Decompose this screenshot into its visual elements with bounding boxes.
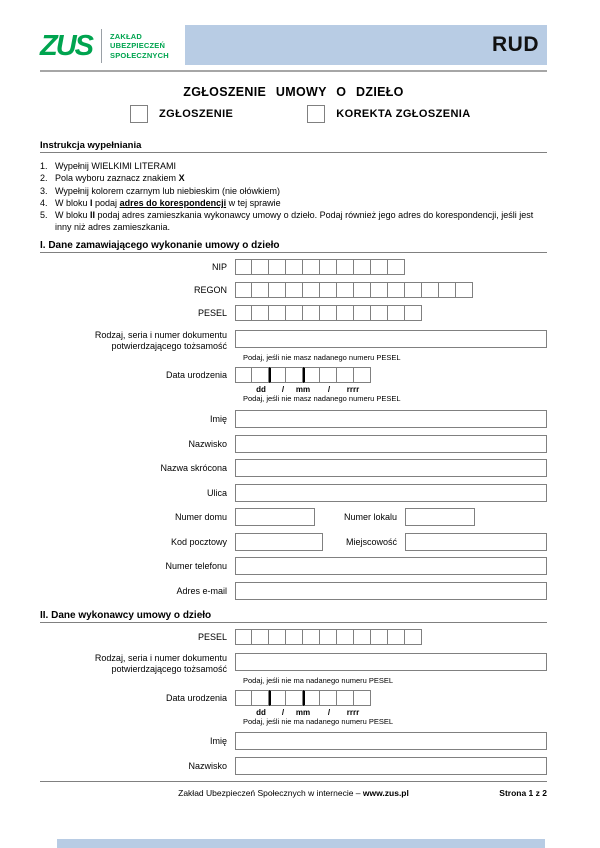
korekta-label: KOREKTA ZGŁOSZENIA [336,108,471,120]
birthdate2-row [40,690,547,706]
yyyy-hint: rrrr [346,385,360,394]
org-line-2: UBEZPIECZEŃ [110,41,166,51]
instruction-text: W bloku I podaj adres do korespondencji w tej sprawie [55,197,281,208]
char-cell[interactable] [320,367,337,383]
shortname-input[interactable] [235,459,547,477]
pesel2-row [40,629,547,645]
firstname-label: Imię [209,413,227,424]
document2-note: Podaj, jeśli nie ma nadanego numeru PESEL [243,676,394,685]
regon-label: REGON [193,284,227,295]
document-row [40,330,547,351]
char-cell[interactable] [354,367,371,383]
char-cell[interactable] [252,259,269,275]
char-cell[interactable] [286,259,303,275]
mm-hint: mm [295,708,311,717]
instruction-number: 5. [40,210,48,221]
page-header [40,22,547,68]
document2-label [40,653,235,674]
zgloszenie-label: ZGŁOSZENIE [159,108,234,120]
char-cell[interactable] [252,282,269,298]
shortname-label: Nazwa skrócona [160,462,227,473]
birthdate-row [40,367,547,383]
document2-label-line2: potwierdzającego tożsamość [111,663,227,674]
char-cell[interactable] [269,305,286,321]
char-cell[interactable] [320,629,337,645]
korekta-checkbox[interactable] [307,105,325,123]
char-cell[interactable] [303,305,320,321]
char-cell[interactable] [337,259,354,275]
flat-no-label: Numer lokalu [343,512,397,522]
yyyy-hint: rrrr [346,708,360,717]
char-cell[interactable] [388,259,405,275]
char-cell[interactable] [235,259,252,275]
char-cell[interactable] [303,629,320,645]
regon-row [40,282,547,298]
instruction-text: Pola wyboru zaznacz znakiem X [55,173,185,184]
char-cell[interactable] [286,305,303,321]
mm-hint: mm [295,385,311,394]
lastname-row [40,435,547,453]
char-cell[interactable] [337,629,354,645]
firstname2-input[interactable] [235,732,547,750]
street-label: Ulica [206,487,227,498]
birthdate-label: Data urodzenia [165,369,227,380]
char-cell[interactable] [320,305,337,321]
char-cell[interactable] [439,282,456,298]
dd-hint: dd [256,385,266,394]
firstname-row [40,410,547,428]
char-cell[interactable] [303,367,320,383]
postal-city-row [40,533,547,551]
instruction-text: Wypełnij kolorem czarnym lub niebieskim (nie ołówkiem) [55,185,280,196]
char-cell[interactable] [320,282,337,298]
char-cell[interactable] [269,629,286,645]
char-cell[interactable] [235,305,252,321]
korekta-option [307,105,470,123]
document2-input[interactable] [235,653,547,671]
instruction-item [40,209,547,234]
section2-rows [40,629,547,775]
zgloszenie-checkbox[interactable] [130,105,148,123]
form-code: RUD [492,33,539,56]
char-cell[interactable] [269,259,286,275]
char-cell[interactable] [252,629,269,645]
char-cell[interactable] [354,259,371,275]
logo-divider [101,29,102,63]
footer-url: www.zus.pl [362,788,409,798]
char-cell[interactable] [354,305,371,321]
char-cell[interactable] [371,259,388,275]
org-line-3: SPOŁECZNYCH [110,50,169,60]
city-input[interactable] [405,533,547,551]
char-cell[interactable] [269,282,286,298]
form-title: ZGŁOSZENIE UMOWY O DZIEŁO [183,85,404,99]
section1-rows [40,259,547,600]
char-cell[interactable] [235,690,252,706]
lastname2-input[interactable] [235,757,547,775]
section2-rule [40,622,547,623]
house-flat-row [40,508,547,526]
bottom-blue-bar [57,839,545,848]
char-cell[interactable] [388,282,405,298]
dd-hint: dd [256,708,266,717]
header-blue-bar [185,25,547,65]
org-name [110,32,169,61]
email-label: Adres e-mail [176,585,227,596]
date-format-hint [243,385,393,394]
document-label [40,330,235,351]
birthdate-input[interactable] [235,367,371,383]
flat-no-input[interactable] [405,508,475,526]
nip-input[interactable] [235,259,405,275]
char-cell[interactable] [337,690,354,706]
footer-rule [40,781,547,782]
instruction-item [40,160,547,172]
email-row [40,582,547,600]
char-cell[interactable] [303,282,320,298]
instructions-rule [40,152,547,153]
char-cell[interactable] [456,282,473,298]
char-cell[interactable] [235,282,252,298]
pesel-label: PESEL [197,307,227,318]
slash-hint: / [281,385,285,394]
nip-row [40,259,547,275]
zus-logo-icon: ZUS [40,30,92,62]
char-cell[interactable] [286,690,303,706]
char-cell[interactable] [235,367,252,383]
char-cell[interactable] [388,629,405,645]
footer-org-text: Zakład Ubezpieczeń Społecznych w internecie – [178,788,363,798]
pesel-row [40,305,547,321]
document-label-line2: potwierdzającego tożsamość [111,340,227,351]
instruction-number: 2. [40,173,48,184]
char-cell[interactable] [422,282,439,298]
char-cell[interactable] [286,629,303,645]
firstname2-label: Imię [209,735,227,746]
firstname2-row [40,732,547,750]
char-cell[interactable] [337,367,354,383]
firstname-input[interactable] [235,410,547,428]
postal-code-input[interactable] [235,533,323,551]
birthdate2-input[interactable] [235,690,371,706]
section2-heading: II. Dane wykonawcy umowy o dzieło [40,610,212,621]
phone-input[interactable] [235,557,547,575]
birthdate2-label: Data urodzenia [165,692,227,703]
nip-label: NIP [211,261,227,272]
lastname2-label: Nazwisko [188,760,227,771]
instruction-number: 3. [40,185,48,196]
char-cell[interactable] [320,259,337,275]
slash-hint: / [327,385,331,394]
instruction-number: 1. [40,161,48,171]
slash-hint: / [327,708,331,717]
header-rule [40,70,547,72]
document-note: Podaj, jeśli nie masz nadanego numeru PESEL [243,353,401,362]
char-cell[interactable] [286,282,303,298]
char-cell[interactable] [303,690,320,706]
street-row [40,484,547,502]
char-cell[interactable] [320,690,337,706]
char-cell[interactable] [371,629,388,645]
pesel-input[interactable] [235,305,422,321]
char-cell[interactable] [303,259,320,275]
email-input[interactable] [235,582,547,600]
slash-hint: / [281,708,285,717]
city-label: Miejscowość [345,537,397,547]
instruction-item [40,172,547,184]
lastname-label: Nazwisko [188,438,227,449]
char-cell[interactable] [337,305,354,321]
instructions-heading: Instrukcja wypełniania [40,140,142,151]
char-cell[interactable] [354,282,371,298]
phone-label: Numer telefonu [165,560,227,571]
char-cell[interactable] [405,282,422,298]
char-cell[interactable] [371,282,388,298]
pesel2-label: PESEL [197,631,227,642]
shortname-row [40,459,547,477]
char-cell[interactable] [269,367,286,383]
zus-logo-block [40,22,185,68]
pesel2-input[interactable] [235,629,422,645]
zgloszenie-option [130,105,233,123]
section1-rule [40,252,547,253]
footer-text [40,788,547,798]
instruction-item [40,197,547,209]
page-number: Strona 1 z 2 [499,788,547,798]
document-label-line1: Rodzaj, seria i numer dokumentu [94,330,227,340]
birthdate2-note: Podaj, jeśli nie ma nadanego numeru PESEL [243,717,394,726]
instruction-item [40,185,547,197]
char-cell[interactable] [269,690,286,706]
instruction-number: 4. [40,197,48,208]
char-cell[interactable] [286,367,303,383]
char-cell[interactable] [252,690,269,706]
regon-input[interactable] [235,282,473,298]
lastname2-row [40,757,547,775]
house-no-input[interactable] [235,508,315,526]
char-cell[interactable] [405,305,422,321]
phone-row [40,557,547,575]
street-input[interactable] [235,484,547,502]
lastname-input[interactable] [235,435,547,453]
char-cell[interactable] [252,367,269,383]
char-cell[interactable] [354,629,371,645]
document-input[interactable] [235,330,547,348]
date-format-hint [243,708,393,717]
char-cell[interactable] [371,305,388,321]
char-cell[interactable] [235,629,252,645]
section1-heading: I. Dane zamawiającego wykonanie umowy o dzieło [40,240,280,251]
org-line-1: ZAKŁAD [110,31,143,41]
char-cell[interactable] [405,629,422,645]
footer [40,788,547,798]
instruction-text: Wypełnij WIELKIMI LITERAMI [55,161,176,171]
char-cell[interactable] [388,305,405,321]
char-cell[interactable] [252,305,269,321]
char-cell[interactable] [337,282,354,298]
document2-label-line1: Rodzaj, seria i numer dokumentu [94,653,227,663]
birthdate-note: Podaj, jeśli nie masz nadanego numeru PESEL [243,394,401,403]
char-cell[interactable] [354,690,371,706]
house-no-label: Numer domu [174,511,227,522]
declaration-type-row [40,105,547,123]
document2-row [40,653,547,674]
instruction-text: W bloku II podaj adres zamieszkania wykonawcy umowy o dzieło. Podaj również jego adres do korespondencji, jeśli jest inny niż adres zamieszkania. [55,210,534,233]
instruction-list [40,160,547,234]
postal-code-label: Kod pocztowy [170,536,227,547]
